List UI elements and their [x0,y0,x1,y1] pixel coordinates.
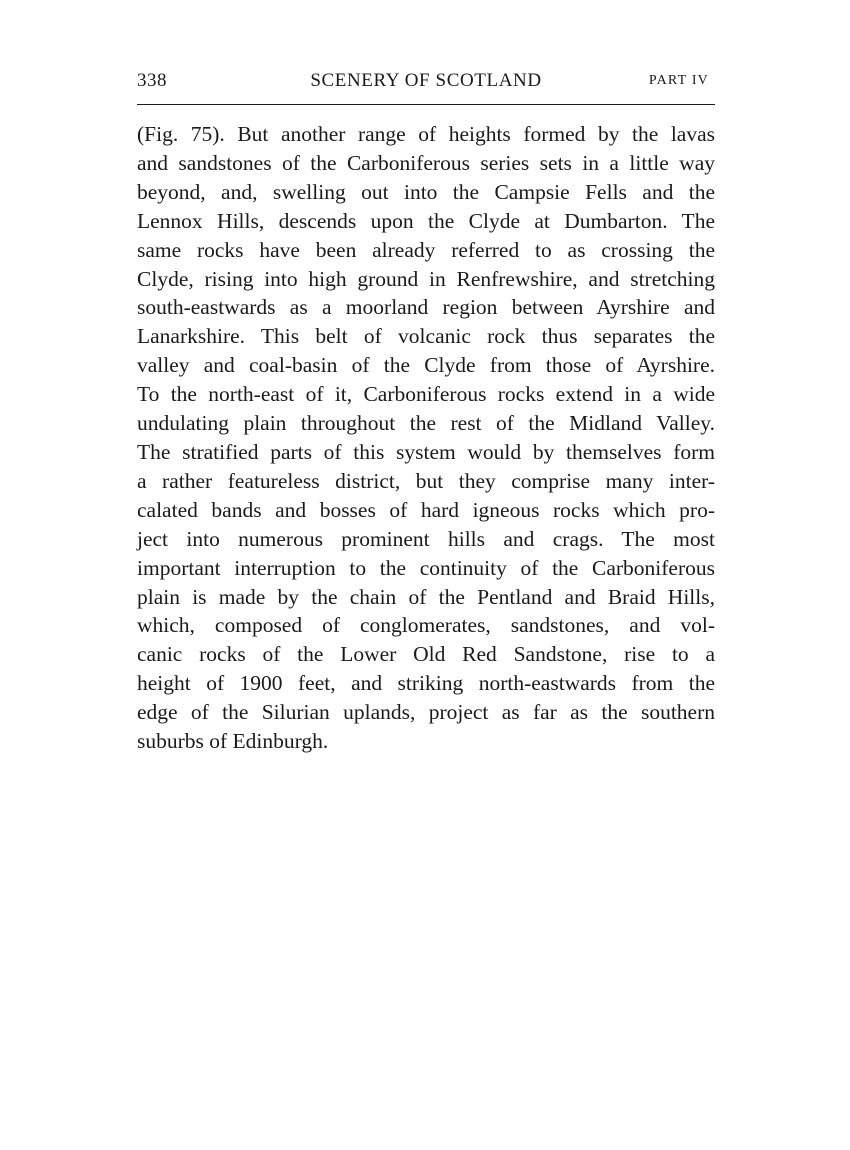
text-line: ject into numerous prominent hills and crags. The most [137,526,715,551]
text-line: canic rocks of the Lower Old Red Sandstone, rise to a [137,642,715,667]
text-line: Lennox Hills, descends upon the Clyde at Dumbarton. The [137,208,715,233]
part-label: PART IV [648,73,709,88]
text-line: The stratified parts of this system would by themselves form [137,439,715,464]
text-line: Clyde, rising into high ground in Renfrewshire, and stretching [137,266,715,291]
running-head [137,70,715,96]
text-line: (Fig. 75). But another range of heights formed by the lavas [137,122,715,146]
text-line: edge of the Silurian uplands, project as far as the southern [137,700,715,725]
text-line: a rather featureless district, but they comprise many inter- [137,468,715,493]
page-number: 338 [137,70,167,91]
text-line: beyond, and, swelling out into the Campsie Fells and the [137,179,715,204]
text-line: and sandstones of the Carboniferous series sets in a little way [137,150,715,175]
body-paragraph [137,120,715,756]
text-line: important interruption to the continuity of the Carboniferous [137,555,715,580]
text-line: calated bands and bosses of hard igneous rocks which pro- [137,497,715,522]
header-rule [137,104,715,105]
text-line: valley and coal-basin of the Clyde from those of Ayrshire. [137,353,715,378]
text-line: suburbs of Edinburgh. [137,729,329,754]
text-line: south-eastwards as a moorland region between Ayrshire and [137,295,715,320]
running-title: SCENERY OF SCOTLAND [310,70,542,91]
text-line: which, composed of conglomerates, sandstones, and vol- [137,613,715,638]
text-line: undulating plain throughout the rest of the Midland Valley. [137,411,715,436]
text-line: same rocks have been already referred to as crossing the [137,237,715,262]
text-line: plain is made by the chain of the Pentland and Braid Hills, [137,584,715,609]
text-line: Lanarkshire. This belt of volcanic rock thus separates the [137,324,715,349]
text-line: height of 1900 feet, and striking north-eastwards from the [137,671,715,696]
text-line: To the north-east of it, Carboniferous rocks extend in a wide [137,382,715,407]
